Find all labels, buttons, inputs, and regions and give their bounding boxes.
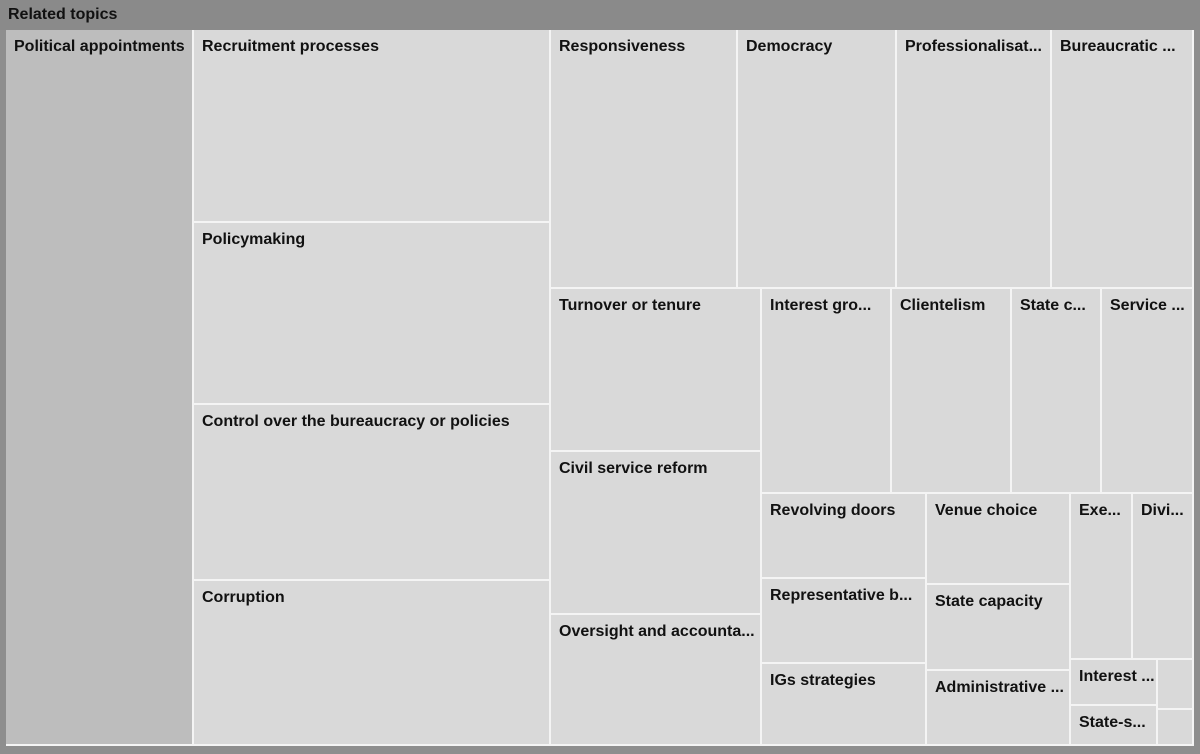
treemap-tile[interactable] xyxy=(927,671,1071,746)
treemap-tile[interactable] xyxy=(1158,710,1194,746)
treemap-tile[interactable] xyxy=(762,664,927,746)
treemap-tile-label: Political appointments xyxy=(14,38,185,55)
treemap-tile[interactable] xyxy=(1071,706,1158,746)
treemap-tile-label: Representative b... xyxy=(770,587,913,604)
treemap-tile[interactable] xyxy=(762,289,892,494)
treemap-tile[interactable] xyxy=(738,30,897,289)
treemap-tile-label: Service ... xyxy=(1110,297,1185,314)
treemap-tile-label: Turnover or tenure xyxy=(559,297,701,314)
treemap-tile[interactable] xyxy=(1012,289,1102,494)
treemap-tile-label: Exe... xyxy=(1079,502,1121,519)
treemap-tile-label: IGs strategies xyxy=(770,672,876,689)
treemap-tile[interactable] xyxy=(927,494,1071,585)
treemap-tile[interactable] xyxy=(1071,494,1133,660)
treemap-tile[interactable] xyxy=(551,289,762,452)
treemap-tile-label: State c... xyxy=(1020,297,1086,314)
treemap-tile-label: Divi... xyxy=(1141,502,1184,519)
treemap-tile[interactable] xyxy=(6,30,194,746)
treemap-tile-label: Bureaucratic ... xyxy=(1060,38,1176,55)
treemap-tile[interactable] xyxy=(194,30,551,223)
treemap-tile-label: Interest ... xyxy=(1079,668,1155,685)
treemap-tile[interactable] xyxy=(1102,289,1194,494)
treemap-tile[interactable] xyxy=(194,581,551,746)
treemap-tile-label: Interest gro... xyxy=(770,297,872,314)
treemap-tile[interactable] xyxy=(1158,660,1194,710)
treemap-tile-label: Democracy xyxy=(746,38,833,55)
treemap-tile-label: State capacity xyxy=(935,593,1043,610)
treemap-tile[interactable] xyxy=(1052,30,1194,289)
treemap-tile[interactable] xyxy=(194,223,551,405)
treemap-tile-label: Clientelism xyxy=(900,297,986,314)
treemap-tile[interactable] xyxy=(194,405,551,581)
treemap-tile-label: Revolving doors xyxy=(770,502,896,519)
treemap-tile-label: Control over the bureaucracy or policies xyxy=(202,413,510,430)
treemap-tile[interactable] xyxy=(897,30,1052,289)
treemap-tile-label: Recruitment processes xyxy=(202,38,379,55)
treemap-title: Related topics xyxy=(8,6,118,23)
treemap-tile-label: Responsiveness xyxy=(559,38,686,55)
treemap-tile[interactable] xyxy=(1071,660,1158,706)
treemap-tile-label: Oversight and accounta... xyxy=(559,623,755,640)
treemap-tile[interactable] xyxy=(551,30,738,289)
treemap-tile[interactable] xyxy=(1133,494,1194,660)
treemap-tile[interactable] xyxy=(551,452,762,615)
treemap-tile-label: Policymaking xyxy=(202,231,306,248)
treemap-tile[interactable] xyxy=(927,585,1071,671)
treemap-tile-label: Civil service reform xyxy=(559,460,708,477)
treemap-tile[interactable] xyxy=(892,289,1012,494)
treemap-tile-label: Administrative ... xyxy=(935,679,1064,696)
treemap-tile-label: Venue choice xyxy=(935,502,1038,519)
treemap-tile[interactable] xyxy=(762,579,927,664)
treemap-tile-label: Corruption xyxy=(202,589,285,606)
treemap-tile[interactable] xyxy=(551,615,762,746)
treemap-tile[interactable] xyxy=(762,494,927,579)
treemap-tile-label: Professionalisat... xyxy=(905,38,1042,55)
treemap-tile-label: State-s... xyxy=(1079,714,1146,731)
